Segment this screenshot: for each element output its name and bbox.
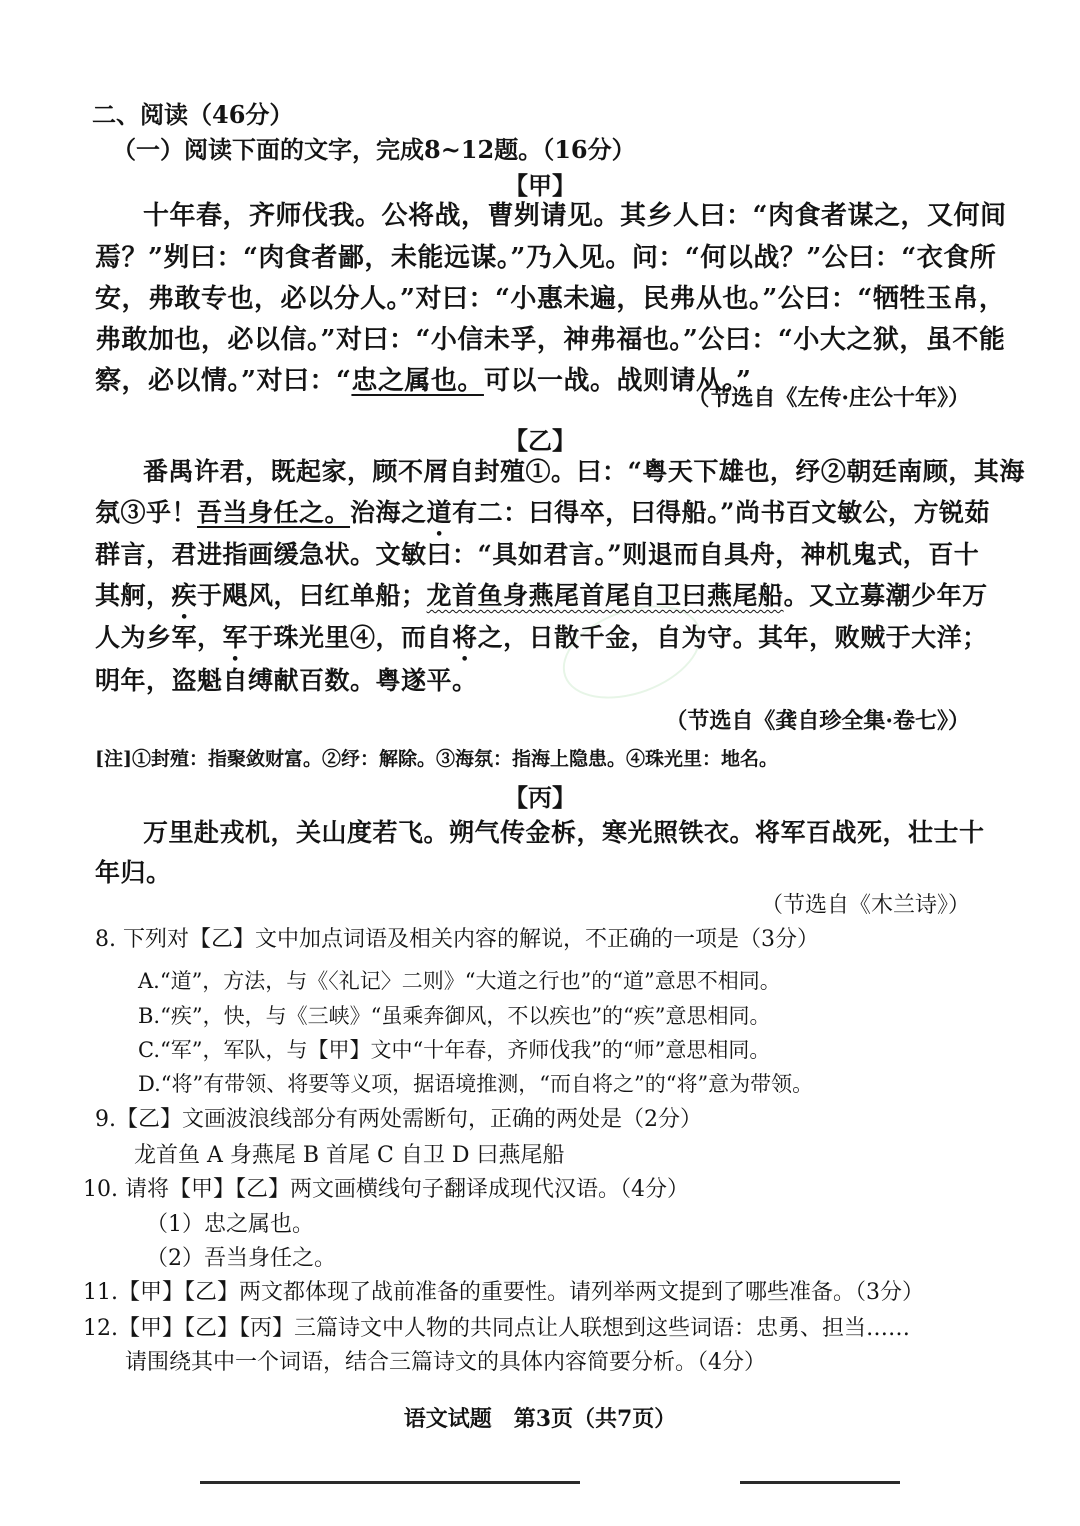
- page-footer: 语文试题 第3页（共7页）: [403, 1406, 677, 1432]
- yi-notes: [注]①封殖：指聚敛财富。②纾：解除。③海氛：指海上隐患。④珠光里：地名。: [95, 748, 778, 770]
- jia-source: （节选自《左传·庄公十年》）: [687, 385, 970, 411]
- section-title: 二、阅读（46分）: [92, 100, 294, 129]
- yi-line-3: 群言，君进指画缓急状。文敏曰：“具如君言。”则退而自具舟，神机鬼式，百十: [95, 540, 980, 569]
- part-title: （一）阅读下面的文字，完成8~12题。（16分）: [112, 135, 636, 164]
- jia-line-3: 安，弗敢专也，必以分人。”对曰：“小惠未遍，民弗从也。”公曰：“牺牲玉帛，: [95, 284, 1006, 314]
- passage-bing-heading: 【丙】: [504, 783, 576, 812]
- bing-source: （节选自《木兰诗》）: [760, 893, 970, 918]
- passage-yi-heading: 【乙】: [504, 426, 576, 455]
- bottom-edge-line-left: [200, 1481, 580, 1484]
- dotted-word-ji: 疾: [171, 581, 198, 610]
- question-8-option-c: C.“军”，军队，与【甲】文中“十年春，齐师伐我”的“师”意思相同。: [138, 1038, 771, 1062]
- question-8-option-a: A.“道”，方法，与《〈礼记〉二则》“大道之行也”的“道”意思不相同。: [138, 969, 781, 993]
- yi-line-2: 氛③乎！吾当身任之。治海之道有二：曰得卒，曰得船。”尚书百文敏公，方锐茹: [95, 498, 990, 527]
- question-9-options: 龙首鱼 A 身燕尾 B 首尾 C 自卫 D 曰燕尾船: [134, 1143, 565, 1168]
- question-8-stem: 8. 下列对【乙】文中加点词语及相关内容的解说，不正确的一项是（3分）: [95, 927, 819, 952]
- dotted-word-dao: 道: [426, 498, 453, 527]
- passage-jia-heading: 【甲】: [504, 171, 576, 200]
- yi-line-1: 番禺许君，既起家，顾不屑自封殖①。曰：“粤天下雄也，纾②朝廷南顾，其海: [143, 457, 1025, 486]
- question-10-stem: 10. 请将【甲】【乙】两文画横线句子翻译成现代汉语。（4分）: [83, 1177, 689, 1202]
- yi-underlined-sentence: 吾当身任之。: [197, 498, 351, 527]
- question-10-sentence-1: （1）忠之属也。: [146, 1212, 314, 1237]
- jia-line-2: 焉？”刿曰：“肉食者鄙，未能远谋。”乃入见。问：“何以战？”公曰：“衣食所: [95, 243, 997, 273]
- yi-line-5: 人为乡军，军于珠光里④，而自将之，日散千金，自为守。其年，败贼于大洋；: [95, 623, 988, 652]
- jia-underlined-sentence: 忠之属也。: [351, 366, 484, 396]
- question-12-line-2: 请围绕其中一个词语，结合三篇诗文的具体内容简要分析。（4分）: [125, 1350, 766, 1375]
- yi-line-4: 其舸，疾于飓风，曰红单船；龙首鱼身燕尾首尾自卫曰燕尾船。又立募潮少年万: [95, 581, 988, 610]
- jia-line-5: 察，必以情。”对曰：“忠之属也。可以一战。战则请从。”: [95, 366, 752, 396]
- bing-line-1: 万里赴戎机，关山度若飞。朔气传金柝，寒光照铁衣。将军百战死，壮士十: [143, 818, 985, 847]
- question-12-line-1: 12.【甲】【乙】【丙】三篇诗文中人物的共同点让人联想到这些词语：忠勇、担当……: [83, 1316, 910, 1341]
- bing-line-2: 年归。: [95, 858, 172, 887]
- question-9-stem: 9.【乙】文画波浪线部分有两处需断句，正确的两处是（2分）: [95, 1107, 702, 1132]
- question-8-option-d: D.“将”有带领、将要等义项，据语境推测，“而自将之”的“将”意为带领。: [138, 1072, 814, 1096]
- yi-source: （节选自《龚自珍全集·卷七》）: [665, 708, 970, 734]
- question-11-stem: 11.【甲】【乙】两文都体现了战前准备的重要性。请列举两文提到了哪些准备。（3分）: [83, 1280, 924, 1305]
- question-10-sentence-2: （2）吾当身任之。: [146, 1246, 336, 1271]
- yi-wavy-underlined-phrase: 龙首鱼身燕尾首尾自卫曰燕尾船: [426, 581, 784, 610]
- question-8-option-b: B.“疾”，快，与《三峡》“虽乘奔御风，不以疾也”的“疾”意思相同。: [138, 1004, 771, 1028]
- jia-line-4: 弗敢加也，必以信。”对曰：“小信未孚，神弗福也。”公曰：“小大之狱，虽不能: [95, 325, 1006, 355]
- bottom-edge-line-right: [740, 1481, 900, 1484]
- dotted-word-jun: 军: [222, 623, 249, 652]
- yi-line-6: 明年，盗魁自缚献百数。粤遂平。: [95, 666, 478, 695]
- dotted-word-jiang: 将: [452, 623, 478, 652]
- jia-line-1: 十年春，齐师伐我。公将战，曹刿请见。其乡人曰：“肉食者谋之，又何间: [143, 201, 1007, 231]
